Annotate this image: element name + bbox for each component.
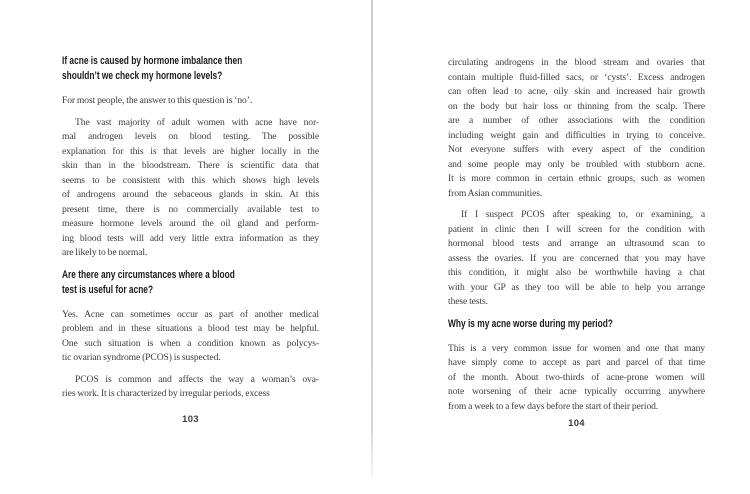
text-line: skin than in the bloodstream. There is scientific data that	[62, 160, 319, 171]
page-gutter-divider	[371, 0, 373, 486]
section-heading	[62, 268, 319, 298]
body-paragraph	[62, 116, 319, 261]
text-line: this condition, it might also be worthwhile having a chat	[448, 267, 705, 278]
text-line: including weight gain and difficulties in trying to conceive.	[448, 129, 705, 141]
text-line: ing blood tests will add very little extra information as they	[62, 232, 319, 244]
right-page-number: 104	[568, 418, 585, 429]
text-line: present time, there is no commercially available test to	[62, 203, 319, 215]
text-line: hormonal blood tests and arrange an ultrasound scan to	[448, 238, 705, 249]
text-line: Yes. Acne can sometimes occur as part of another medical	[62, 308, 319, 320]
left-page-content	[62, 54, 319, 409]
text-line: with your GP as they too will be able to help you arrange	[448, 281, 705, 293]
text-line: of the month. About two-thirds of acne-prone women will	[448, 371, 705, 383]
text-line: One such situation is when a condition known as polycys-	[62, 337, 319, 349]
text-line: It is more common in certain ethnic groups, such as women	[448, 173, 705, 184]
text-line: Not everyone suffers with every aspect of the condition	[448, 144, 705, 155]
text-line: problem and in these situations a blood test may be helpful.	[62, 323, 319, 334]
section-heading	[62, 54, 319, 84]
heading-line: shouldn’t we check my hormone levels?	[62, 70, 223, 82]
text-line: patient in clinic then I will screen for the condition with	[448, 223, 705, 235]
left-page-number: 103	[182, 414, 199, 425]
text-line: have simply come to accept as part and parcel of that time	[448, 357, 705, 368]
heading-line: Are there any circumstances where a blood	[62, 268, 235, 281]
text-line: and some people may only be troubled with stubborn acne.	[448, 158, 705, 170]
body-paragraph	[448, 342, 705, 415]
right-page-content	[448, 56, 705, 421]
text-line: tic ovarian syndrome (PCOS) is suspected.	[62, 352, 221, 363]
text-line: from Asian communities.	[448, 187, 543, 199]
text-line: note worsening of their acne typically occurring anywhere	[448, 386, 705, 397]
text-line: mal androgen levels on blood testing. The possible	[62, 131, 319, 142]
text-line: ries work. It is characterized by irregular periods, excess	[62, 388, 270, 399]
text-line: on the body but hair loss or thinning from the scalp. There	[448, 100, 705, 112]
heading-line: If acne is caused by hormone imbalance then	[62, 55, 243, 67]
text-line: are likely to be normal.	[62, 247, 148, 258]
text-line: are a number of other associations with the condition	[448, 115, 705, 126]
section-heading	[448, 317, 705, 332]
text-line: For most people, the answer to this question is ‘no’.	[62, 95, 253, 106]
text-line: can often lead to acne, oily skin and increased hair growth	[448, 86, 705, 97]
body-paragraph	[62, 373, 319, 402]
text-line: measure hormone levels around the oil gland and perform-	[62, 218, 319, 229]
text-line: The vast majority of adult women with acne have nor-	[75, 116, 319, 128]
text-line: If I suspect PCOS after speaking to, or examining, a	[461, 209, 705, 220]
text-line: This is a very common issue for women and one that many	[448, 342, 705, 354]
text-line: circulating androgens in the blood stream and ovaries that	[448, 57, 705, 68]
text-line: of androgens around the sebaceous glands in skin. At this	[62, 189, 319, 200]
heading-line: test is useful for acne?	[62, 283, 154, 296]
text-line: these tests.	[448, 296, 488, 307]
body-paragraph	[448, 208, 705, 310]
body-paragraph	[448, 56, 705, 201]
text-line: seems to be consistent with this which shows high levels	[62, 174, 319, 186]
text-line: from a week to a few days before the start of their period.	[448, 400, 659, 412]
text-line: contain multiple fluid-filled sacs, or ‘cysts’. Excess androgen	[448, 71, 705, 83]
text-line: explanation for this is that levels are higher locally in the	[62, 145, 319, 157]
text-line: PCOS is common and affects the way a woman’s ova-	[75, 373, 319, 385]
heading-line: Why is my acne worse during my period?	[448, 317, 613, 330]
body-paragraph	[62, 94, 319, 109]
text-line: assess the ovaries. If you are concerned that you may have	[448, 252, 705, 264]
body-paragraph	[62, 308, 319, 366]
